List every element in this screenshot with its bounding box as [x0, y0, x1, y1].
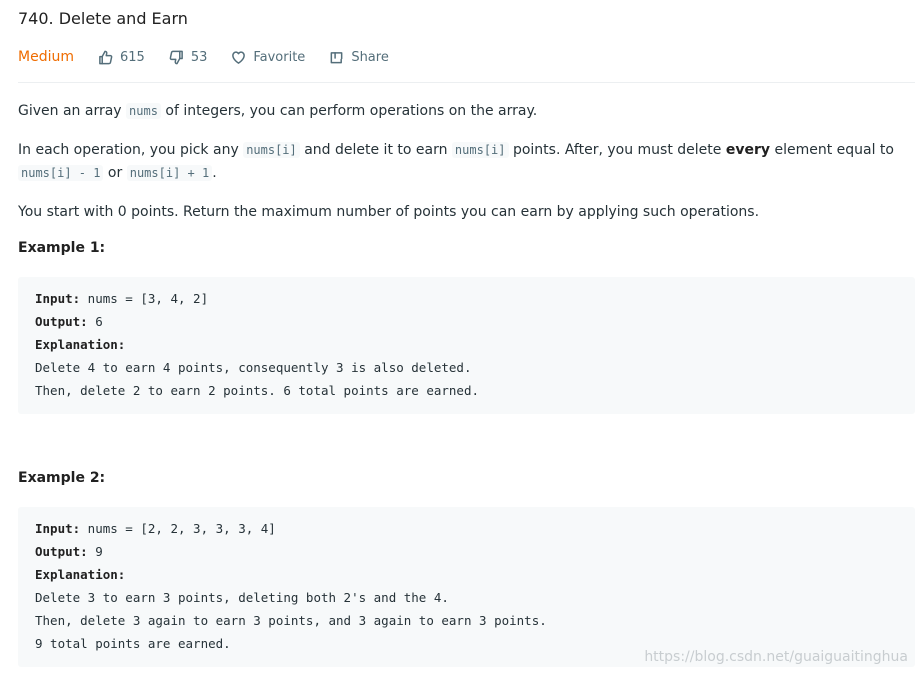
description-text: and delete it to earn	[299, 142, 452, 158]
like-count: 615	[119, 49, 145, 65]
inline-code: nums[i]	[452, 142, 509, 158]
share-icon	[329, 50, 344, 65]
explanation-line: Then, delete 3 again to earn 3 points, and 3 again to earn 3 points.	[35, 613, 547, 628]
heart-icon	[231, 50, 246, 65]
dislike-count: 53	[190, 49, 208, 65]
input-label: Input:	[35, 521, 81, 536]
favorite-label: Favorite	[253, 49, 306, 65]
description-paragraph-3: You start with 0 points. Return the maximum number of points you can earn by applying such operations.	[18, 204, 760, 220]
thumbs-up-icon	[98, 50, 113, 65]
description-text: In each operation, you pick any	[18, 142, 244, 158]
share-label: Share	[351, 49, 389, 65]
example-output-line	[35, 310, 103, 333]
description-text: of integers, you can perform operations on the array.	[160, 103, 538, 119]
inline-code: nums[i] - 1	[18, 165, 103, 181]
description-text: Given an array	[18, 103, 127, 119]
description-paragraph-1	[18, 100, 537, 123]
explanation-label: Explanation:	[35, 337, 126, 352]
share-button[interactable]	[329, 50, 389, 65]
example-title: Example 1:	[18, 240, 106, 256]
thumbs-down-icon	[169, 50, 184, 65]
explanation-label: Explanation:	[35, 567, 126, 582]
inline-code: nums[i]	[243, 142, 300, 158]
example-output-line	[35, 540, 103, 563]
output-value: 9	[87, 544, 103, 559]
output-label: Output:	[35, 544, 88, 559]
input-value: nums = [2, 2, 3, 3, 3, 4]	[80, 521, 276, 536]
favorite-button[interactable]	[231, 50, 305, 65]
example-input-line	[35, 287, 208, 310]
description-paragraph-2	[18, 139, 915, 185]
output-value: 6	[87, 314, 103, 329]
example-title: Example 2:	[18, 470, 106, 486]
example-code-block	[18, 277, 915, 414]
emphasis-text: every	[725, 142, 770, 158]
input-value: nums = [3, 4, 2]	[80, 291, 209, 306]
problem-meta-bar	[18, 47, 413, 67]
description-text: points. After, you must delete	[508, 142, 726, 158]
example-code-block	[18, 507, 915, 667]
example-input-line	[35, 517, 276, 540]
explanation-line: Then, delete 2 to earn 2 points. 6 total points are earned.	[35, 383, 480, 398]
watermark-text: https://blog.csdn.net/guaiguaitinghua	[644, 649, 908, 665]
difficulty-badge: Medium	[18, 49, 74, 65]
like-button[interactable]	[98, 50, 145, 65]
dislike-button[interactable]	[169, 50, 208, 65]
output-label: Output:	[35, 314, 88, 329]
example-explanation-label	[35, 563, 125, 586]
explanation-line: Delete 3 to earn 3 points, deleting both 2's and the 4.	[35, 590, 449, 605]
description-text: or	[103, 165, 127, 181]
example-explanation-label	[35, 333, 125, 356]
explanation-line: Delete 4 to earn 4 points, consequently 3 is also deleted.	[35, 360, 472, 375]
page-title: 740. Delete and Earn	[18, 9, 188, 28]
header-divider	[18, 82, 915, 83]
explanation-line: 9 total points are earned.	[35, 636, 231, 651]
inline-code: nums[i] + 1	[127, 165, 212, 181]
description-text: element equal to	[770, 142, 894, 158]
inline-code: nums	[126, 103, 161, 119]
description-text: .	[212, 165, 217, 181]
input-label: Input:	[35, 291, 81, 306]
